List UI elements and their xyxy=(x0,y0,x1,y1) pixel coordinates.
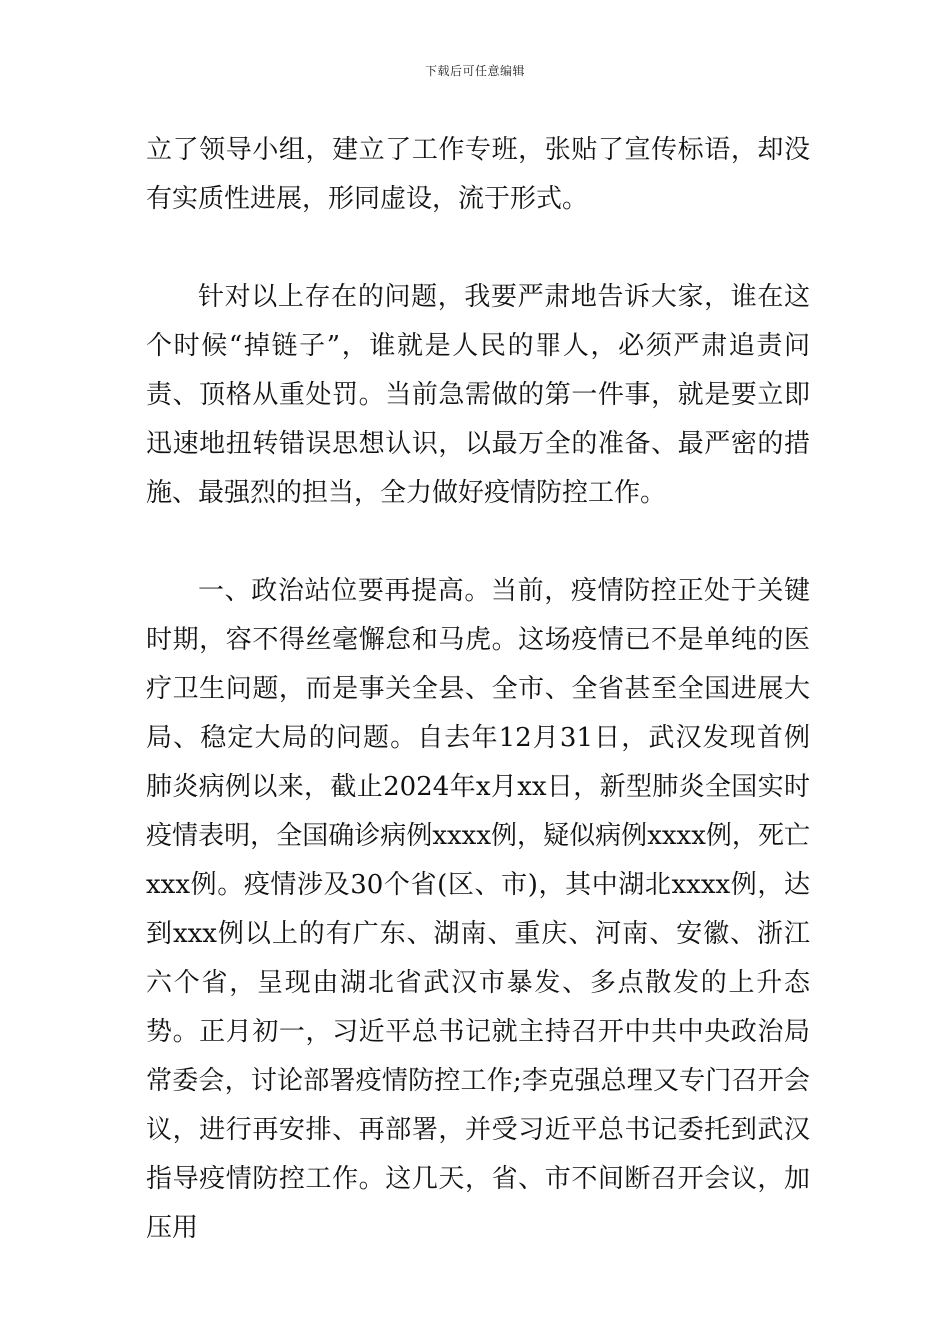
paragraph-spacer xyxy=(146,224,810,273)
document-body xyxy=(146,126,810,1253)
paragraph-accountability: 针对以上存在的问题，我要严肃地告诉大家，谁在这个时候“掉链子”，谁就是人民的罪人，必须严肃追责问责、顶格从重处罚。当前急需做的第一件事，就是要立即迅速地扭转错误思想认识，以最万全的准备、最严密的措施、最强烈的担当，全力做好疫情防控工作。 xyxy=(146,282,810,508)
paragraph-political-stance: 一、政治站位要再提高。当前，疫情防控正处于关键时期，容不得丝毫懈怠和马虎。这场疫情已不是单纯的医疗卫生问题，而是事关全县、全市、全省甚至全国进展大局、稳定大局的问题。自去年12月31日，武汉发现首例肺炎病例以来，截止2024年x月xx日，新型肺炎全国实时疫情表明，全国确诊病例xxxx例，疑似病例xxxx例，死亡xxx例。疫情涉及30个省(区、市)，其中湖北xxxx例，达到xxx例以上的有广东、湖南、重庆、河南、安徽、浙江六个省，呈现由湖北省武汉市暴发、多点散发的上升态势。正月初一，习近平总书记就主持召开中共中央政治局常委会，讨论部署疫情防控工作;李克强总理又专门召开会议，进行再安排、再部署，并受习近平总书记委托到武汉指导疫情防控工作。这几天，省、市不间断召开会议，加压用 xyxy=(146,576,810,1243)
paragraph-spacer xyxy=(146,518,810,567)
paragraph-continuation: 立了领导小组，建立了工作专班，张贴了宣传标语，却没有实质性进展，形同虚设，流于形式。 xyxy=(146,135,810,214)
header-note: 下载后可任意编辑 xyxy=(424,64,525,78)
